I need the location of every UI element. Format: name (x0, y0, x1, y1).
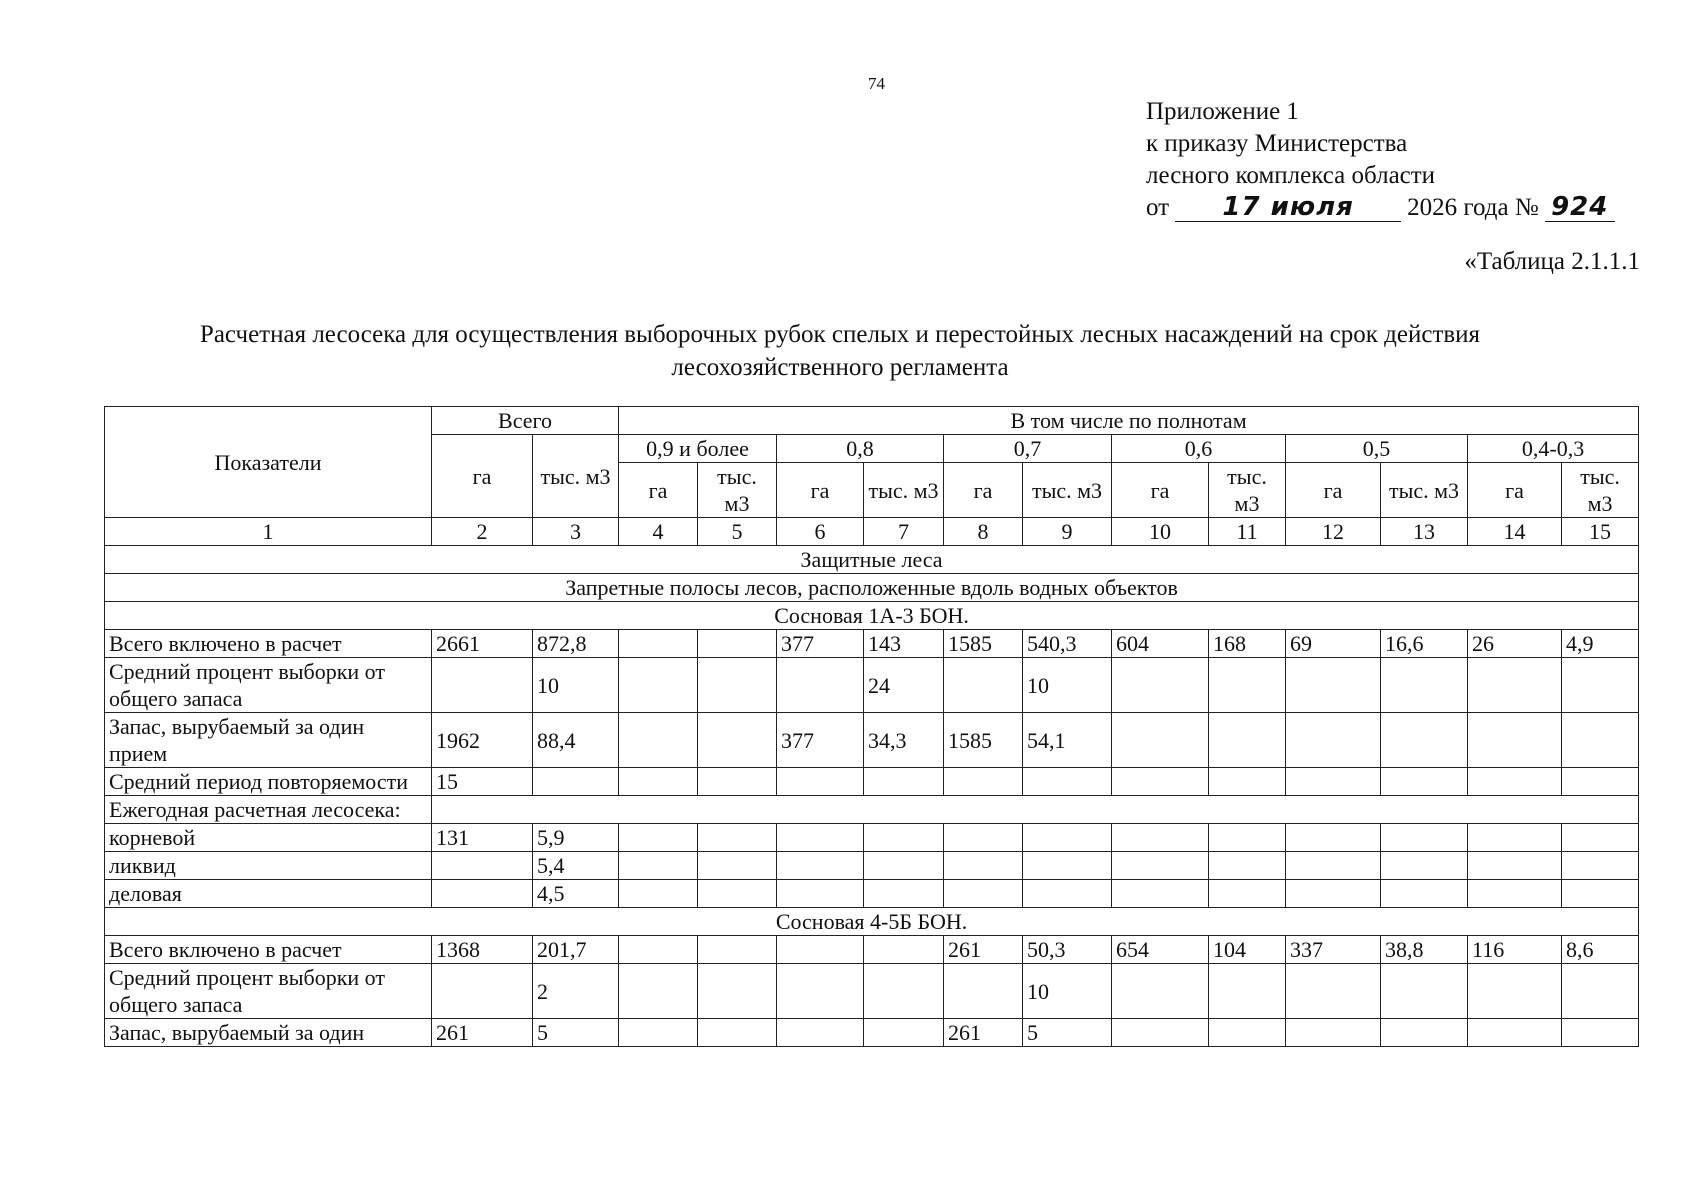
data-cell (1468, 713, 1562, 768)
data-cell (1286, 880, 1381, 908)
data-cell (1562, 852, 1639, 880)
data-cell (1381, 713, 1468, 768)
data-cell (619, 852, 698, 880)
row-label: Запас, вырубаемый за один (105, 1019, 432, 1047)
data-cell (864, 964, 944, 1019)
row-label: ликвид (105, 852, 432, 880)
document-title (110, 318, 1570, 384)
data-cell (698, 880, 777, 908)
column-number: 13 (1381, 518, 1468, 546)
table-row (105, 768, 1639, 796)
data-cell (619, 964, 698, 1019)
data-cell: 1585 (944, 630, 1023, 658)
table-label: «Таблица 2.1.1.1 (1464, 248, 1640, 275)
column-number: 9 (1023, 518, 1112, 546)
data-cell (1562, 658, 1639, 713)
handwritten-number: 924 (1551, 192, 1609, 222)
m3-header: тыс. м3 (698, 463, 777, 518)
data-cell (1286, 1019, 1381, 1047)
data-cell: 604 (1112, 630, 1209, 658)
data-cell (944, 658, 1023, 713)
appendix-block (1146, 96, 1615, 224)
data-cell (777, 964, 864, 1019)
data-cell (1286, 768, 1381, 796)
data-cell (533, 768, 619, 796)
data-cell (698, 768, 777, 796)
data-cell (1112, 768, 1209, 796)
data-cell (1023, 824, 1112, 852)
data-cell (1286, 852, 1381, 880)
data-cell: 54,1 (1023, 713, 1112, 768)
title-line-2: лесохозяйственного регламента (671, 354, 1009, 381)
data-cell (1023, 768, 1112, 796)
table-row (105, 713, 1639, 768)
data-cell: 261 (432, 1019, 533, 1047)
data-cell: 872,8 (533, 630, 619, 658)
data-cell: 2661 (432, 630, 533, 658)
data-cell (1209, 824, 1286, 852)
m3-header: тыс. м3 (1381, 463, 1468, 518)
data-cell (944, 824, 1023, 852)
ha-header: га (777, 463, 864, 518)
row-label: Ежегодная расчетная лесосека: (105, 796, 432, 824)
header-row-1 (105, 407, 1639, 435)
table-row (105, 852, 1639, 880)
data-cell (619, 936, 698, 964)
data-cell (698, 824, 777, 852)
data-cell: 116 (1468, 936, 1562, 964)
data-cell: 1962 (432, 713, 533, 768)
data-cell: 24 (864, 658, 944, 713)
data-cell (1381, 852, 1468, 880)
data-cell (777, 1019, 864, 1047)
ha-header: га (1468, 463, 1562, 518)
data-cell (1209, 768, 1286, 796)
data-cell (432, 852, 533, 880)
data-cell (698, 658, 777, 713)
appendix-line-3: лесного комплекса области (1146, 162, 1436, 189)
row-label: Всего включено в расчет (105, 936, 432, 964)
data-cell (864, 768, 944, 796)
ha-header: га (1286, 463, 1381, 518)
appendix-line-1: Приложение 1 (1146, 98, 1299, 125)
data-cell (1286, 824, 1381, 852)
data-cell: 1585 (944, 713, 1023, 768)
including-header: В том числе по полнотам (619, 407, 1639, 435)
data-cell (1023, 852, 1112, 880)
data-cell (619, 713, 698, 768)
m3-header: тыс. м3 (1562, 463, 1639, 518)
data-cell: 38,8 (1381, 936, 1468, 964)
data-cell: 654 (1112, 936, 1209, 964)
data-cell: 201,7 (533, 936, 619, 964)
data-cell (1381, 658, 1468, 713)
data-cell: 261 (944, 1019, 1023, 1047)
ha-header: га (944, 463, 1023, 518)
data-cell: 88,4 (533, 713, 619, 768)
density-group-header: 0,6 (1112, 435, 1286, 463)
data-cell (1112, 658, 1209, 713)
data-cell (1381, 768, 1468, 796)
section-label: Сосновая 4-5Б БОН. (105, 908, 1639, 936)
row-label: Запас, вырубаемый за один прием (105, 713, 432, 768)
data-cell (777, 824, 864, 852)
data-cell: 131 (432, 824, 533, 852)
data-cell (944, 852, 1023, 880)
data-cell (1468, 658, 1562, 713)
data-cell (1209, 964, 1286, 1019)
data-cell: 10 (533, 658, 619, 713)
data-cell (864, 852, 944, 880)
data-cell: 26 (1468, 630, 1562, 658)
data-cell (864, 936, 944, 964)
data-cell (619, 768, 698, 796)
data-cell: 5,9 (533, 824, 619, 852)
data-cell (698, 630, 777, 658)
data-cell (1112, 824, 1209, 852)
data-cell (777, 768, 864, 796)
total-ha-header: га (432, 435, 533, 518)
data-cell (698, 852, 777, 880)
data-cell: 1368 (432, 936, 533, 964)
allowable-cut-table (104, 406, 1639, 1047)
data-cell (1023, 880, 1112, 908)
data-cell (698, 1019, 777, 1047)
row-label: Средний процент выборки от общего запаса (105, 658, 432, 713)
appendix-date-line (1146, 192, 1615, 224)
total-header: Всего (432, 407, 619, 435)
data-cell (1112, 964, 1209, 1019)
column-number: 11 (1209, 518, 1286, 546)
density-group-header: 0,4-0,3 (1468, 435, 1639, 463)
table-row (105, 658, 1639, 713)
data-cell (1112, 713, 1209, 768)
density-group-header: 0,8 (777, 435, 944, 463)
data-cell: 50,3 (1023, 936, 1112, 964)
section-pine-2 (105, 908, 1639, 936)
empty-merged-cell (432, 796, 1639, 824)
data-cell: 69 (1286, 630, 1381, 658)
data-cell (1562, 824, 1639, 852)
data-cell (1468, 824, 1562, 852)
row-label: Средний процент выборки от общего запаса (105, 964, 432, 1019)
table-row (105, 630, 1639, 658)
data-cell: 540,3 (1023, 630, 1112, 658)
data-cell (619, 1019, 698, 1047)
column-number: 7 (864, 518, 944, 546)
data-cell (1468, 852, 1562, 880)
data-cell (1112, 1019, 1209, 1047)
data-cell (1381, 824, 1468, 852)
data-cell (698, 936, 777, 964)
data-cell (1209, 658, 1286, 713)
data-cell (432, 964, 533, 1019)
data-cell (777, 658, 864, 713)
data-cell: 34,3 (864, 713, 944, 768)
data-cell (1562, 880, 1639, 908)
row-label: Всего включено в расчет (105, 630, 432, 658)
table-row (105, 936, 1639, 964)
density-group-header: 0,9 и более (619, 435, 777, 463)
column-number: 10 (1112, 518, 1209, 546)
data-cell: 4,5 (533, 880, 619, 908)
data-cell (698, 713, 777, 768)
data-cell (1209, 880, 1286, 908)
data-cell: 377 (777, 713, 864, 768)
section-label: Сосновая 1А-3 БОН. (105, 602, 1639, 630)
m3-header: тыс. м3 (1209, 463, 1286, 518)
data-cell (1209, 852, 1286, 880)
from-prefix: от (1146, 194, 1170, 221)
data-cell (777, 880, 864, 908)
data-cell (1112, 880, 1209, 908)
data-cell (1562, 713, 1639, 768)
data-cell (944, 768, 1023, 796)
data-cell (1286, 713, 1381, 768)
data-cell (1468, 880, 1562, 908)
data-cell (432, 880, 533, 908)
annual-label-row (105, 796, 1639, 824)
data-cell: 168 (1209, 630, 1286, 658)
column-number: 15 (1562, 518, 1639, 546)
table-row (105, 824, 1639, 852)
data-cell (1468, 768, 1562, 796)
column-number: 8 (944, 518, 1023, 546)
year-text: 2026 года № (1407, 194, 1539, 221)
data-cell (1209, 1019, 1286, 1047)
column-number: 1 (105, 518, 432, 546)
column-number: 3 (533, 518, 619, 546)
data-cell (1562, 1019, 1639, 1047)
handwritten-date: 17 июля (1222, 192, 1354, 222)
data-cell: 5 (1023, 1019, 1112, 1047)
data-cell: 5 (533, 1019, 619, 1047)
section-label: Запретные полосы лесов, расположенные вдоль водных объектов (105, 574, 1639, 602)
data-cell: 261 (944, 936, 1023, 964)
column-number: 5 (698, 518, 777, 546)
m3-header: тыс. м3 (1023, 463, 1112, 518)
m3-header: тыс. м3 (864, 463, 944, 518)
section-forbidden-strips (105, 574, 1639, 602)
data-cell (698, 964, 777, 1019)
appendix-line-2: к приказу Министерства (1146, 130, 1408, 157)
data-cell (1209, 713, 1286, 768)
data-cell (1286, 964, 1381, 1019)
indicators-header: Показатели (105, 407, 432, 518)
data-cell: 143 (864, 630, 944, 658)
data-cell: 377 (777, 630, 864, 658)
data-cell (1468, 1019, 1562, 1047)
column-number: 6 (777, 518, 864, 546)
column-number: 4 (619, 518, 698, 546)
data-cell: 337 (1286, 936, 1381, 964)
ha-header: га (619, 463, 698, 518)
data-cell (619, 824, 698, 852)
data-cell (944, 880, 1023, 908)
data-cell (1286, 658, 1381, 713)
density-group-header: 0,7 (944, 435, 1112, 463)
data-cell: 8,6 (1562, 936, 1639, 964)
page-number: 74 (868, 74, 885, 93)
data-cell (864, 880, 944, 908)
data-cell (1112, 852, 1209, 880)
data-cell: 15 (432, 768, 533, 796)
data-cell (619, 630, 698, 658)
data-cell (944, 964, 1023, 1019)
data-cell (1562, 964, 1639, 1019)
table-row (105, 1019, 1639, 1047)
section-pine-1 (105, 602, 1639, 630)
data-cell: 16,6 (1381, 630, 1468, 658)
title-line-1: Расчетная лесосека для осуществления выборочных рубок спелых и перестойных лесных насаждений на срок действия (199, 321, 1481, 348)
data-cell (1381, 880, 1468, 908)
data-cell (619, 880, 698, 908)
total-m3-header: тыс. м3 (533, 435, 619, 518)
data-cell (1381, 964, 1468, 1019)
data-cell: 10 (1023, 964, 1112, 1019)
data-cell (432, 658, 533, 713)
density-group-header: 0,5 (1286, 435, 1468, 463)
section-protective (105, 546, 1639, 574)
table-row (105, 880, 1639, 908)
data-cell: 2 (533, 964, 619, 1019)
data-cell (864, 824, 944, 852)
column-number: 2 (432, 518, 533, 546)
data-cell (864, 1019, 944, 1047)
column-number: 12 (1286, 518, 1381, 546)
data-cell: 104 (1209, 936, 1286, 964)
data-cell (1381, 1019, 1468, 1047)
row-label: корневой (105, 824, 432, 852)
column-number: 14 (1468, 518, 1562, 546)
data-cell (1468, 964, 1562, 1019)
data-cell (777, 852, 864, 880)
row-label: деловая (105, 880, 432, 908)
data-cell: 5,4 (533, 852, 619, 880)
data-cell (1562, 768, 1639, 796)
section-label: Защитные леса (105, 546, 1639, 574)
data-cell (619, 658, 698, 713)
data-cell (777, 936, 864, 964)
column-number-row (105, 518, 1639, 546)
ha-header: га (1112, 463, 1209, 518)
data-cell: 4,9 (1562, 630, 1639, 658)
row-label: Средний период повторяемости (105, 768, 432, 796)
data-cell: 10 (1023, 658, 1112, 713)
table-row (105, 964, 1639, 1019)
